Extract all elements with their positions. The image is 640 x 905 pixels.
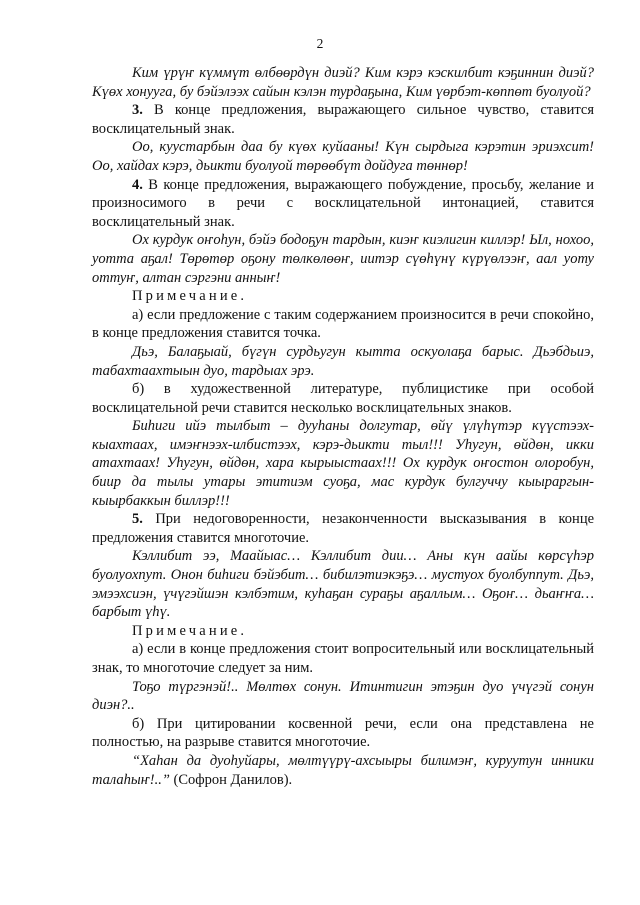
example-paragraph: Тоҕо түргэнэй!.. Мөлтөх сонун. Итинтигин этэҕин дуо үчүгэй сонун диэн?.. — [92, 678, 594, 714]
note-heading: Примечание. — [132, 622, 248, 639]
example-paragraph: Оо, куустарбын даа бу күөх куйааны! Күн сырдыга кэрэтин эриэхсит! Оо, хайдах кэрэ, дьикти буолуой төрөөбүт дойдуга төннөр! — [92, 139, 594, 174]
quote-paragraph — [92, 752, 594, 789]
rule-text: В конце предложения, выражающего побуждение, просьбу, желание и произносимого в речи с восклицательной интонацией, ставится восклицательный знак. — [92, 176, 595, 230]
document-body — [92, 64, 594, 789]
example-paragraph: Ох курдук оҥоһун, бэйэ бодоҕун тардын, киэҥ киэлигин киллэр! Ыл, нохоо, уотта аҕал! Төрөтөр оҕону төлкөлөөҥ, иитэр сүөһүнү күрүөлээҥ, аал уоту оттуҥ, алтан сэргэни анныҥ! — [92, 232, 594, 286]
rule-number: 5. — [132, 511, 143, 528]
rule-3-paragraph — [92, 101, 594, 138]
note-item-b: б) При цитировании косвенной речи, если она представлена не полностью, на разрыве ставится многоточие. — [92, 715, 594, 751]
page-number: 2 — [316, 36, 324, 51]
note-item-a: а) если в конце предложения стоит вопросительный или восклицательный знак, то многоточие следует за ним. — [92, 641, 594, 676]
rule-number: 4. — [132, 176, 143, 193]
quote-author: (Софрон Данилов). — [169, 771, 293, 788]
example-paragraph: Дьэ, Балаҕыай, бүгүн сурдьугун кытта оскуолаҕа барыс. Дьэбдьиэ, табахтаахтыын дуо, тардыах эрэ. — [92, 343, 594, 379]
example-paragraph: Биһиги ийэ тылбыт – дууһаны долгутар, өйү үлүһүтэр күүстээх-кыахтаах, имэҥнээх-илбистээх, кэрэ-дьикти тыл!!! Уһугун, өйдөн, икки атахтаах! Уһугун, өйдөн, хара кырыыстаах!!! Ох курдук оҥостон олоробун, биир да тылы утары этитиэм суоҕа, мас курдук булгуччу кыыраргын-кыырбаккын биллэр!!! — [92, 418, 594, 509]
rule-number: 3. — [132, 102, 143, 119]
example-paragraph: Кэллибит ээ, Маайыас… Кэллибит дии… Аны күн аайы көрсүһэр буолуохпут. Онон биһиги бэйэбит… бибилэтиэкэҕэ… мустуох буолбуппут. Дьэ, эмээхсиэн, үчүгэйшэн кэлбэтим, куһаҕан сураҕы аҕаллым… Оҕоҥ… дьаҥҥа… барбыт үһү. — [92, 548, 594, 621]
note-item-b: б) в художественной литературе, публицистике при особой восклицательной речи ставится несколько восклицательных знаков. — [92, 381, 594, 416]
rule-4-paragraph — [92, 176, 594, 232]
example-paragraph: Ким үрүҥ күммүт өлбөөрдүн диэй? Ким кэрэ кэскилбит кэҕиннин диэй? Күөх хонууга, бу бэйэлээх сайын кэлэн турдаҕына, Ким үөрбэт-көппөт буолуой? — [92, 65, 594, 100]
rule-5-paragraph — [92, 510, 594, 547]
rule-text: При недоговоренности, незаконченности высказывания в конце предложения ставится многоточие. — [92, 511, 595, 546]
rule-text: В конце предложения, выражающего сильное чувство, ставится восклицательный знак. — [92, 102, 595, 137]
note-item-a: а) если предложение с таким содержанием произносится в речи спокойно, в конце предложения ставится точка. — [92, 306, 594, 342]
note-heading: Примечание. — [132, 288, 248, 305]
quote-text: “Хаһан да дуоһуйары, мөлтүүрү-ахсыыры билимэҥ, куруутун инники талаһыҥ!..” — [92, 752, 594, 788]
